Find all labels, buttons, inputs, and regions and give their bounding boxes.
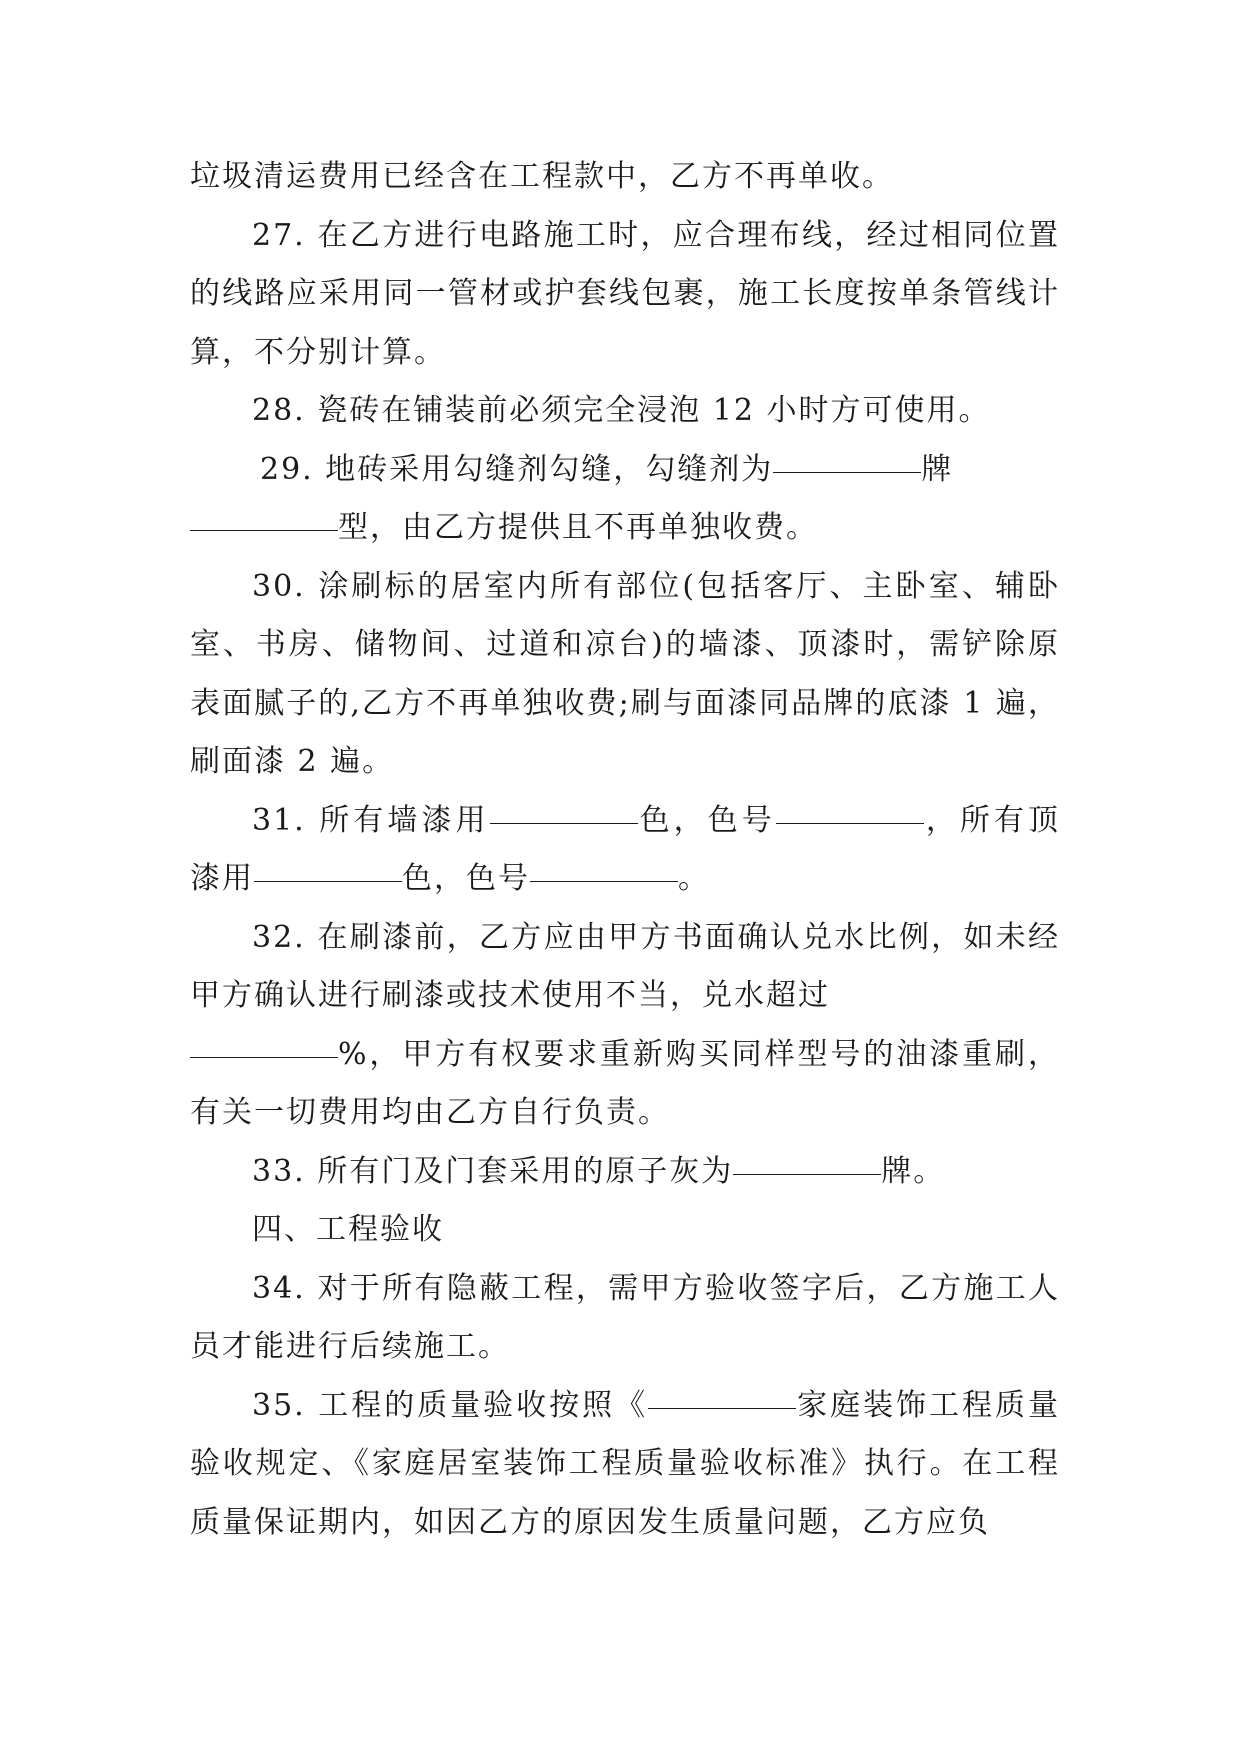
clause-text: 32. 在刷漆前，乙方应由甲方书面确认兑水比例，如未经甲方确认进行刷漆或技术使用不当，兑水超过 <box>190 919 1060 1013</box>
paragraph-continuation <box>190 148 1060 207</box>
clause-27 <box>190 207 1060 383</box>
clause-text: 家庭装饰工程质量验收规定、《家庭居室装饰工程质量验收标准》执行。在工程质量保证期内，如因乙方的原因发生质量问题，乙方应负 <box>190 1387 1061 1540</box>
clause-35 <box>190 1377 1060 1553</box>
fill-blank[interactable] <box>190 1056 338 1058</box>
clause-32 <box>190 909 1060 1143</box>
clause-text: 29. 地砖采用勾缝剂勾缝，勾缝剂为 <box>260 451 774 487</box>
contract-body <box>190 148 1060 1552</box>
clause-text: 牌。 <box>881 1153 946 1189</box>
heading-text: 四、工程验收 <box>252 1212 444 1247</box>
clause-33 <box>190 1143 1060 1202</box>
clause-text: 35. 工程的质量验收按照《 <box>252 1387 649 1423</box>
section-heading <box>190 1201 1060 1260</box>
clause-34 <box>190 1260 1060 1377</box>
paragraph-text: 垃圾清运费用已经含在工程款中，乙方不再单收。 <box>190 159 894 194</box>
clause-text: 31. 所有墙漆用 <box>252 802 490 838</box>
clause-text: 。 <box>678 861 710 896</box>
fill-blank[interactable] <box>773 471 921 473</box>
clause-text: 28. 瓷砖在铺装前必须完全浸泡 12 小时方可使用。 <box>252 393 991 428</box>
fill-blank[interactable] <box>733 1173 881 1175</box>
fill-blank[interactable] <box>190 529 338 531</box>
clause-text: ，所有顶漆用 <box>190 802 1060 896</box>
fill-blank[interactable] <box>530 880 678 882</box>
fill-blank[interactable] <box>776 822 924 824</box>
clause-text: 27. 在乙方进行电路施工时，应合理布线，经过相同位置的线路应采用同一管材或护套线包裹，施工长度按单条管线计算，不分别计算。 <box>190 217 1060 370</box>
clause-text: 牌 <box>921 451 954 487</box>
fill-blank[interactable] <box>648 1407 796 1409</box>
clause-28 <box>190 382 1060 441</box>
clause-31 <box>190 792 1060 909</box>
clause-text: 色，色号 <box>637 802 776 838</box>
clause-text: 型，由乙方提供且不再单独收费。 <box>338 510 818 545</box>
clause-29 <box>190 441 1060 558</box>
fill-blank[interactable] <box>254 880 402 882</box>
clause-text: %，甲方有权要求重新购买同样型号的油漆重刷，有关一切费用均由乙方自行负责。 <box>190 1036 1060 1130</box>
clause-text: 色，色号 <box>402 861 530 896</box>
clause-text: 33. 所有门及门套采用的原子灰为 <box>252 1153 734 1189</box>
clause-text: 34. 对于所有隐蔽工程，需甲方验收签字后，乙方施工人员才能进行后续施工。 <box>190 1270 1060 1364</box>
clause-text: 30. 涂刷标的居室内所有部位(包括客厅、主卧室、辅卧室、书房、储物间、过道和凉台)的墙漆、顶漆时，需铲除原表面腻子的,乙方不再单独收费;刷与面漆同品牌的底漆 1 遍，刷面漆 2 遍。 <box>190 568 1060 779</box>
fill-blank[interactable] <box>490 822 638 824</box>
clause-30 <box>190 558 1060 792</box>
